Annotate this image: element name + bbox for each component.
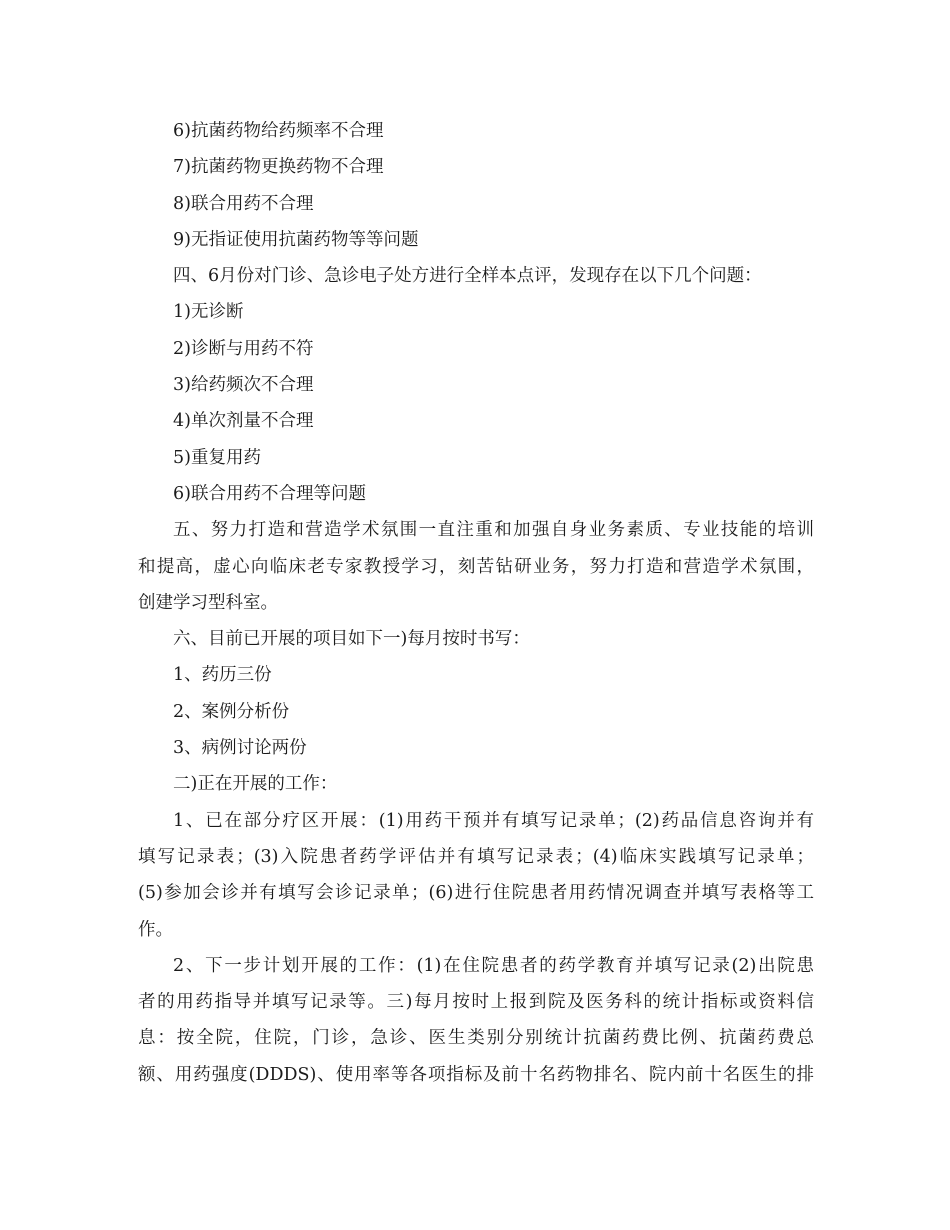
paragraph-line: 作。 <box>138 919 173 940</box>
next-plan-paragraph <box>138 948 814 1093</box>
paragraph-line: 和提高，虚心向临床老专家教授学习，刻苦钻研业务，努力打造和营造学术氛围， <box>138 556 814 577</box>
paragraph-line: 填写记录表；(3)入院患者药学评估并有填写记录表；(4)临床实践填写记录单； <box>138 846 814 867</box>
document-body <box>138 113 814 1093</box>
list-item: 9)无指证使用抗菌药物等等问题 <box>173 229 419 250</box>
paragraph-line: 者的用药指导并填写记录等。三)每月按时上报到院及医务科的统计指标或资料信 <box>138 992 814 1013</box>
section-heading-4: 四、6月份对门诊、急诊电子处方进行全样本点评，发现存在以下几个问题： <box>173 266 762 287</box>
list-item: 1)无诊断 <box>173 302 244 323</box>
paragraph-line: 额、用药强度(DDDS)、使用率等各项指标及前十名药物排名、院内前十名医生的排 <box>138 1064 814 1085</box>
list-item: 7)抗菌药物更换药物不合理 <box>173 157 384 178</box>
list-item: 8)联合用药不合理 <box>173 193 314 214</box>
list-item: 6)抗菌药物给药频率不合理 <box>173 121 384 141</box>
list-item: 6)联合用药不合理等问题 <box>173 483 366 504</box>
list-item: 2、案例分析份 <box>173 701 290 722</box>
list-item: 5)重复用药 <box>173 447 261 468</box>
list-item: 2)诊断与用药不符 <box>173 338 314 359</box>
section-5-paragraph <box>138 512 814 621</box>
subsection-heading: 二)正在开展的工作： <box>173 774 338 795</box>
paragraph-line: 创建学习型科室。 <box>138 592 278 613</box>
list-item: 3)给药频次不合理 <box>173 375 314 396</box>
list-item: 3、病例讨论两份 <box>173 738 307 759</box>
paragraph-line: (5)参加会诊并有填写会诊记录单；(6)进行住院患者用药情况调查并填写表格等工 <box>138 883 814 904</box>
list-item: 1、药历三份 <box>173 665 272 686</box>
paragraph-line: 五、努力打造和营造学术氛围一直注重和加强自身业务素质、专业技能的培训 <box>173 520 814 541</box>
paragraph-line: 息：按全院，住院，门诊，急诊、医生类别分别统计抗菌药费比例、抗菌药费总 <box>138 1028 814 1049</box>
section-heading-6: 六、目前已开展的项目如下一)每月按时书写： <box>173 629 530 650</box>
paragraph-line: 1、已在部分疗区开展：(1)用药干预并有填写记录单；(2)药品信息咨询并有 <box>173 810 814 831</box>
list-item: 4)单次剂量不合理 <box>173 411 314 432</box>
paragraph-line: 2、下一步计划开展的工作：(1)在住院患者的药学教育并填写记录(2)出院患 <box>173 955 814 976</box>
ongoing-work-paragraph <box>138 803 814 948</box>
